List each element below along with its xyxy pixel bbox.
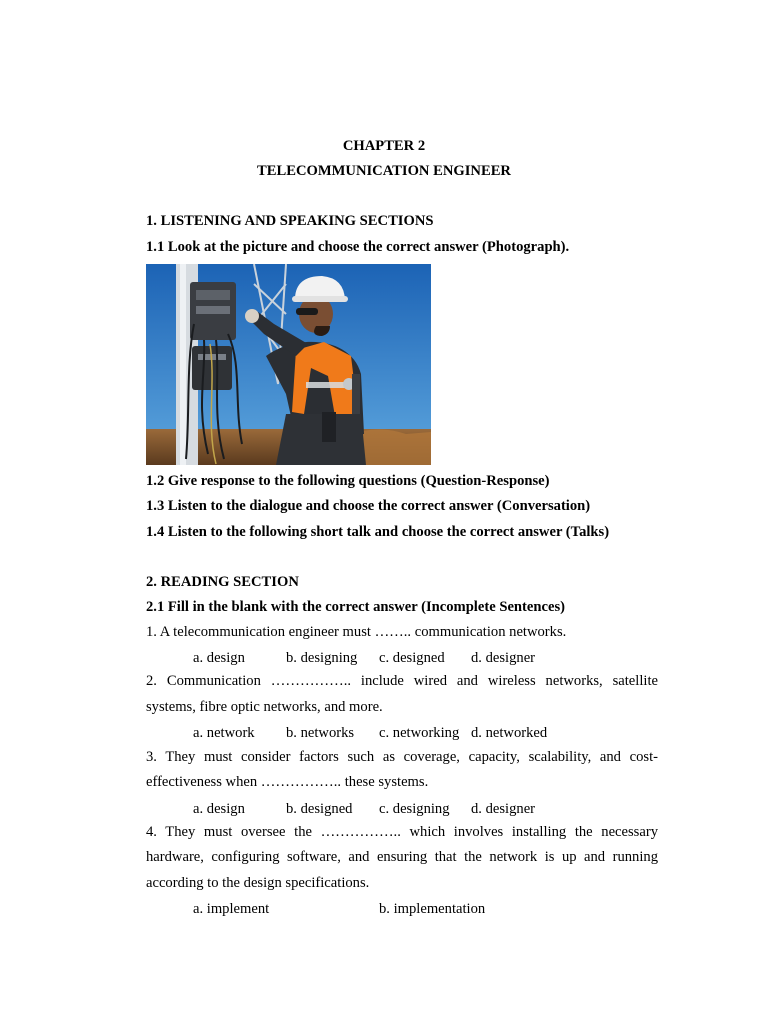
question-3-line-1: 3. They must consider factors such as coverage, capacity, scalability, and cost- (146, 749, 658, 765)
section-2-heading: 2. READING SECTION (146, 574, 299, 590)
section-1-4-instruction: 1.4 Listen to the following short talk and choose the correct answer (Talks) (146, 524, 610, 540)
question-1-text: 1. A telecommunication engineer must …….. communication networks. (146, 624, 567, 640)
question-4-option-b: b. implementation (379, 901, 486, 917)
question-2-option-d: d. networked (471, 725, 548, 741)
section-1-3-instruction: 1.3 Listen to the dialogue and choose the correct answer (Conversation) (146, 498, 591, 514)
telecom-engineer-photo (146, 264, 431, 465)
section-2-1-instruction: 2.1 Fill in the blank with the correct answer (Incomplete Sentences) (146, 599, 565, 615)
section-1-heading: 1. LISTENING AND SPEAKING SECTIONS (146, 213, 434, 229)
question-3-option-d: d. designer (471, 801, 536, 817)
question-1-option-a: a. design (193, 650, 245, 666)
question-2-line-2: systems, fibre optic networks, and more. (146, 699, 383, 715)
question-1-option-d: d. designer (471, 650, 536, 666)
section-1-2-instruction: 1.2 Give response to the following questions (Question-Response) (146, 473, 550, 489)
question-2-option-b: b. networks (286, 725, 355, 741)
question-2-option-a: a. network (193, 725, 255, 741)
chapter-number: CHAPTER 2 (342, 138, 426, 154)
section-1-1-instruction: 1.1 Look at the picture and choose the correct answer (Photograph). (146, 239, 570, 255)
question-3-option-a: a. design (193, 801, 245, 817)
question-4-line-3: according to the design specifications. (146, 875, 370, 891)
question-2-option-c: c. networking (379, 725, 460, 741)
question-3-line-2: effectiveness when …………….. these systems. (146, 774, 429, 790)
question-4-line-2: hardware, configuring software, and ensuring that the network is up and running (146, 849, 658, 865)
question-1-option-c: c. designed (379, 650, 445, 666)
question-3-option-b: b. designed (286, 801, 353, 817)
question-4-line-1: 4. They must oversee the …………….. which involves installing the necessary (146, 824, 658, 840)
chapter-title: TELECOMMUNICATION ENGINEER (257, 163, 511, 179)
question-2-line-1: 2. Communication …………….. include wired and wireless networks, satellite (146, 673, 658, 689)
question-1-option-b: b. designing (286, 650, 358, 666)
question-4-option-a: a. implement (193, 901, 270, 917)
question-3-option-c: c. designing (379, 801, 450, 817)
